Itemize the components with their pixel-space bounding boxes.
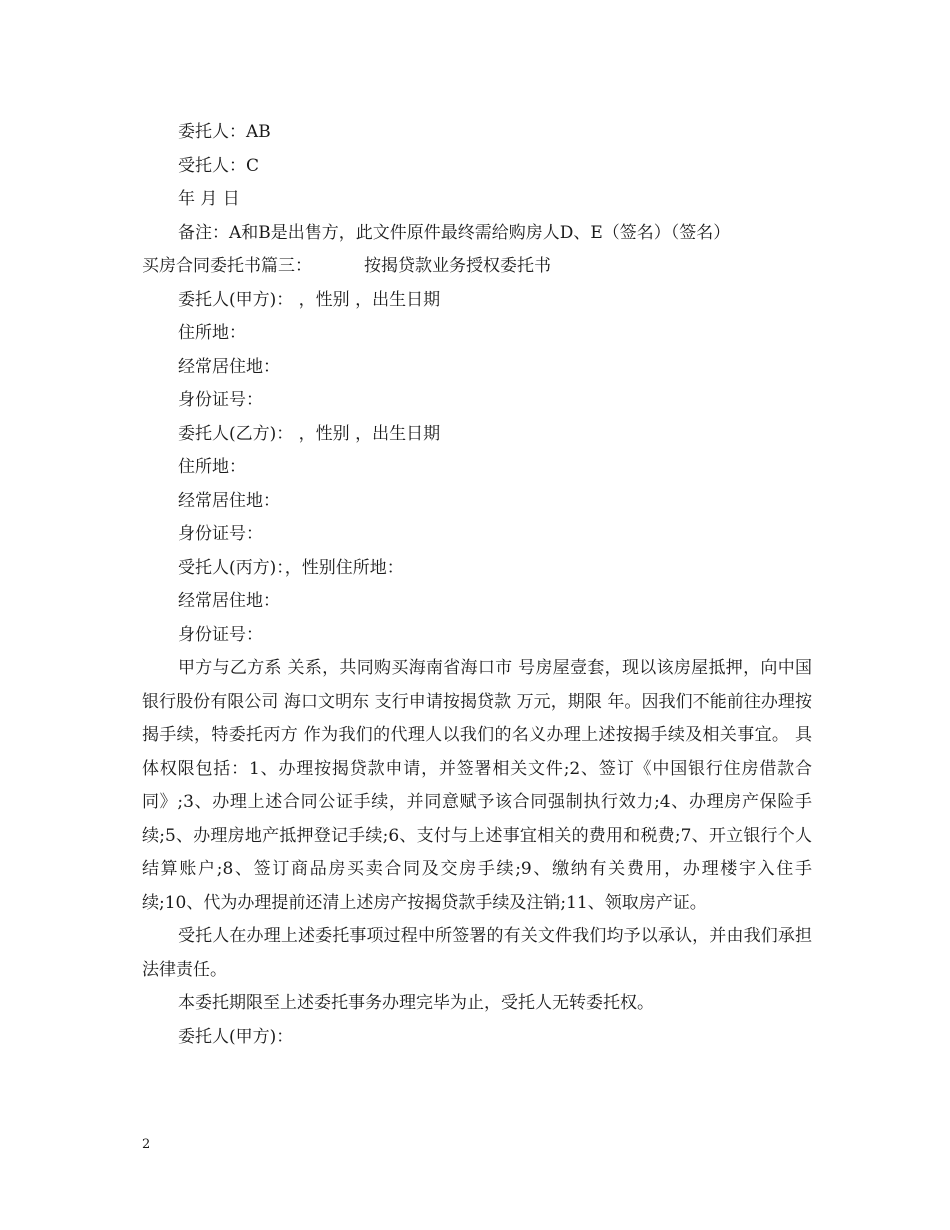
- acknowledgement-paragraph: 受托人在办理上述委托事项过程中所签署的有关文件我们均予以承认，并由我们承担法律责任。: [142, 926, 812, 980]
- date-line: 年 月 日: [178, 189, 240, 209]
- term-paragraph: 本委托期限至上述委托事务办理完毕为止，受托人无转委托权。: [178, 993, 654, 1013]
- party-c-id-number: 身份证号：: [178, 624, 263, 645]
- party-c-habitual-residence: 经常居住地：: [178, 591, 280, 611]
- party-b-residence: 住所地：: [178, 457, 246, 477]
- remark-line: 备注：A和B是出售方，此文件原件最终需给购房人D、E（签名）（签名）: [178, 222, 731, 243]
- page-number: 2: [142, 1137, 151, 1152]
- section-heading: [142, 250, 812, 284]
- party-a-residence: 住所地：: [178, 323, 246, 343]
- section-heading-left: 买房合同委托书篇三：: [142, 256, 312, 276]
- agent-line: 受托人：C: [178, 155, 260, 176]
- authorization-paragraph: 甲方与乙方系 关系，共同购买海南省海口市 号房屋壹套，现以该房屋抵押，向中国银行股份有限公司 海口文明东 支行申请按揭贷款 万元，期限 年。因我们不能前往办理按揭手续，特委托丙方 作为我们的代理人以我们的名义办理上述按揭手续及相关事宜。 具体权限包括：1、办理按揭贷款申请，并签署相关文件;2、签订《中国银行住房借款合同》;3、办理上述合同公证手续，并同意赋予该合同强制执行效力;4、办理房产保险手续;5、办理房地产抵押登记手续;6、支付与上述事宜相关的费用和税费;7、开立银行个人结算账户;8、签订商品房买卖合同及交房手续;9、缴纳有关费用，办理楼宇入住手续;10、代为办理提前还清上述房产按揭贷款手续及注销;11、领取房产证。: [142, 658, 812, 913]
- party-b-habitual-residence: 经常居住地：: [178, 490, 280, 511]
- party-a-habitual-residence: 经常居住地：: [178, 356, 280, 377]
- section-heading-right: 按揭贷款业务授权委托书: [364, 256, 551, 276]
- party-b-id-number: 身份证号：: [178, 524, 263, 544]
- document-body: [142, 116, 812, 1054]
- party-b-line: 委托人(乙方)： ，性别 ，出生日期: [178, 423, 441, 444]
- closing-signature-line: 委托人(甲方)：: [178, 1026, 294, 1047]
- party-a-id-number: 身份证号：: [178, 390, 263, 410]
- party-c-line: 受托人(丙方)：，性别住所地：: [178, 557, 404, 578]
- principal-line: 委托人：AB: [178, 122, 271, 142]
- party-a-line: 委托人(甲方)： ，性别 ，出生日期: [178, 289, 441, 310]
